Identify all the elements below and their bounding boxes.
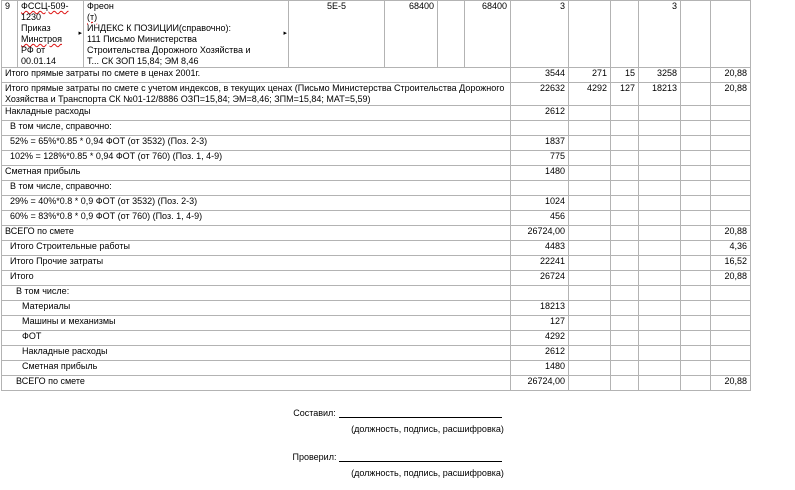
summary-value-c8: 4292 <box>569 83 611 106</box>
position-name-line: ИНДЕКС К ПОЗИЦИИ(справочно): <box>87 23 231 33</box>
summary-value-c12: 20,88 <box>711 83 751 106</box>
position-code <box>18 1 84 68</box>
position-materials: 3 <box>639 1 681 68</box>
summary-label: Итого прямые затраты по смете с учетом индексов, в текущих ценах (Письмо Министерства Строительства Дорожного Хозяйства и Транспорта СК №01-12/8886 ОЗП=15,84; ЭМ=8,46; ЗПМ=15,84; МАТ=5,59) <box>2 83 511 106</box>
position-code-line: Минстроя <box>21 34 63 44</box>
composed-by-line <box>0 408 795 418</box>
checked-signature-field[interactable] <box>339 453 502 462</box>
summary-row <box>2 226 751 241</box>
position-name-line: 111 Письмо Министерства <box>87 34 197 44</box>
position-price: 68400 <box>385 1 438 68</box>
summary-label: Итого Прочие затраты <box>2 256 511 271</box>
summary-label: 102% = 128%*0.85 * 0,94 ФОТ (от 760) (Поз. 1, 4-9) <box>2 151 511 166</box>
position-code-line: Приказ <box>21 23 51 33</box>
summary-row <box>2 286 751 301</box>
summary-value-c7: 1837 <box>511 136 569 151</box>
position-code-line: 1230 <box>21 12 42 22</box>
summary-value-c7: 1024 <box>511 196 569 211</box>
summary-label: Итого <box>2 271 511 286</box>
summary-label: Материалы <box>2 301 511 316</box>
summary-label: ВСЕГО по смете <box>2 226 511 241</box>
summary-row <box>2 376 751 391</box>
summary-label: ВСЕГО по смете <box>2 376 511 391</box>
composed-hint: (должность, подпись, расшифровка) <box>351 424 504 434</box>
summary-label: Накладные расходы <box>2 346 511 361</box>
summary-value-c9: 127 <box>611 83 639 106</box>
summary-row <box>2 211 751 226</box>
summary-label: ФОТ <box>2 331 511 346</box>
summary-value-c12: 20,88 <box>711 271 751 286</box>
summary-row <box>2 83 751 106</box>
summary-label: В том числе: <box>2 286 511 301</box>
summary-value-c12: 4,36 <box>711 241 751 256</box>
summary-row <box>2 151 751 166</box>
composed-signature-field[interactable] <box>339 409 502 418</box>
summary-value-c9: 15 <box>611 68 639 83</box>
checked-hint: (должность, подпись, расшифровка) <box>351 468 504 478</box>
position-unit: 5Е-5 <box>289 1 385 68</box>
summary-value-c7: 26724 <box>511 271 569 286</box>
summary-value-c10: 18213 <box>639 83 681 106</box>
summary-row <box>2 346 751 361</box>
position-code-line: РФ от <box>21 45 46 55</box>
summary-value-c10: 3258 <box>639 68 681 83</box>
summary-row <box>2 331 751 346</box>
summary-label: Итого прямые затраты по смете в ценах 2001г. <box>2 68 511 83</box>
summary-value-c8: 271 <box>569 68 611 83</box>
summary-row <box>2 256 751 271</box>
position-number: 9 <box>2 1 18 68</box>
summary-value-c12: 20,88 <box>711 226 751 241</box>
summary-value-c7: 22241 <box>511 256 569 271</box>
summary-value-c7: 22632 <box>511 83 569 106</box>
summary-label: 60% = 83%*0.8 * 0,9 ФОТ (от 760) (Поз. 1, 4-9) <box>2 211 511 226</box>
summary-label: Машины и механизмы <box>2 316 511 331</box>
summary-value-c7: 2612 <box>511 106 569 121</box>
summary-value-c7: 127 <box>511 316 569 331</box>
summary-label: В том числе, справочно: <box>2 121 511 136</box>
position-code-line: ФССЦ-509- <box>21 1 69 11</box>
summary-value-c12: 20,88 <box>711 376 751 391</box>
summary-value-c7: 1480 <box>511 166 569 181</box>
summary-row <box>2 316 751 331</box>
summary-label: Накладные расходы <box>2 106 511 121</box>
summary-label: Итого Строительные работы <box>2 241 511 256</box>
checked-by-line <box>0 452 795 462</box>
summary-row <box>2 271 751 286</box>
summary-label: 52% = 65%*0.85 * 0,94 ФОТ (от 3532) (Поз. 2-3) <box>2 136 511 151</box>
summary-row <box>2 121 751 136</box>
chevron-right-icon: ▸ <box>78 30 82 37</box>
summary-row <box>2 166 751 181</box>
summary-row <box>2 196 751 211</box>
summary-value-c7: 456 <box>511 211 569 226</box>
summary-value-c7: 775 <box>511 151 569 166</box>
summary-value-c7: 1480 <box>511 361 569 376</box>
summary-row <box>2 106 751 121</box>
position-name-line: (т) <box>87 12 98 22</box>
summary-row <box>2 301 751 316</box>
position-code-line: 00.01.14 <box>21 56 57 66</box>
checked-label: Проверил: <box>292 452 337 462</box>
summary-value-c7: 18213 <box>511 301 569 316</box>
position-name-line: Строительства Дорожного Хозяйства и <box>87 45 251 55</box>
summary-value-c7: 26724,00 <box>511 376 569 391</box>
summary-label: Сметная прибыль <box>2 361 511 376</box>
composed-label: Составил: <box>293 408 336 418</box>
chevron-right-icon: ▸ <box>283 30 287 37</box>
summary-label: 29% = 40%*0.8 * 0,9 ФОТ (от 3532) (Поз. 2-3) <box>2 196 511 211</box>
position-row <box>2 1 751 68</box>
summary-value-c12: 16,52 <box>711 256 751 271</box>
position-name <box>84 1 289 68</box>
summary-value-c12: 20,88 <box>711 68 751 83</box>
summary-row <box>2 68 751 83</box>
summary-label: В том числе, справочно: <box>2 181 511 196</box>
position-name-line: Т... СК ЗОП 15,84; ЭМ 8,46 <box>87 56 199 66</box>
summary-value-c7: 4483 <box>511 241 569 256</box>
summary-value-c7: 26724,00 <box>511 226 569 241</box>
summary-value-c7: 2612 <box>511 346 569 361</box>
summary-row <box>2 241 751 256</box>
position-price-total: 68400 <box>465 1 511 68</box>
summary-label: Сметная прибыль <box>2 166 511 181</box>
position-amount: 3 <box>511 1 569 68</box>
summary-row <box>2 361 751 376</box>
estimate-table <box>1 0 751 391</box>
summary-row <box>2 136 751 151</box>
position-name-line: Фреон <box>87 1 114 11</box>
summary-row <box>2 181 751 196</box>
summary-value-c7: 3544 <box>511 68 569 83</box>
summary-value-c7: 4292 <box>511 331 569 346</box>
